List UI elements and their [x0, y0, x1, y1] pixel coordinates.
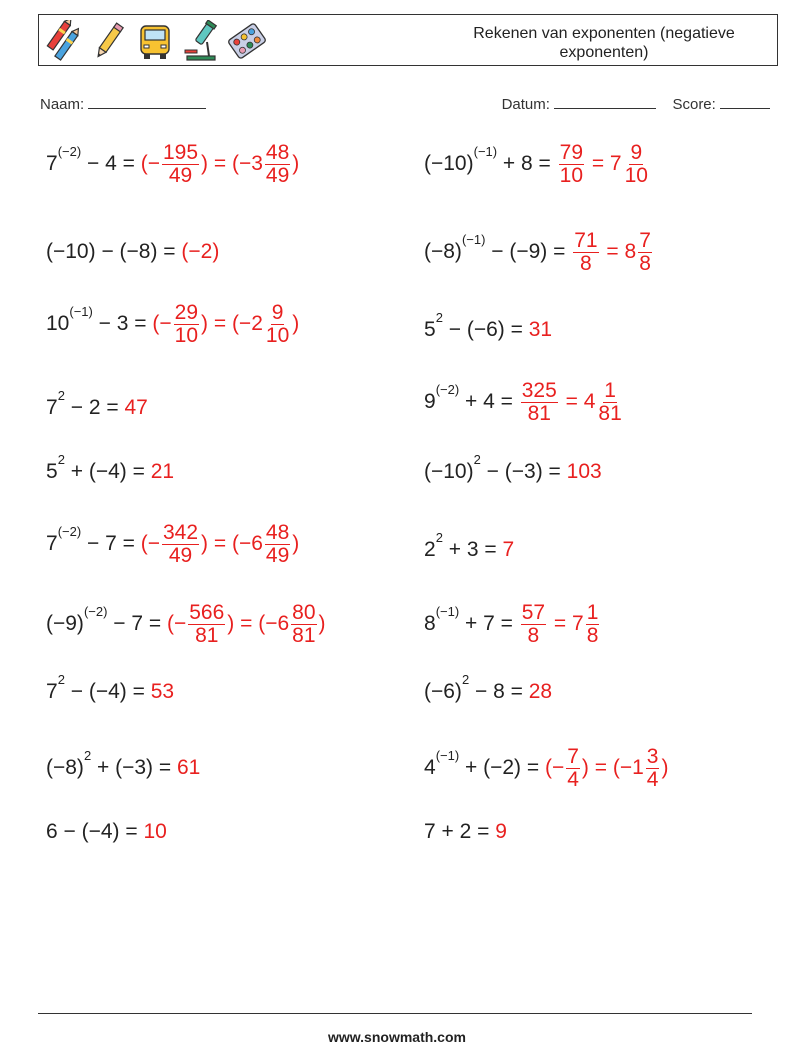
score-label: Score: — [672, 96, 716, 113]
answer — [181, 240, 219, 264]
fraction — [162, 522, 199, 567]
fraction-denominator: 8 — [580, 251, 592, 275]
answer-close: ) — [661, 756, 669, 779]
footer-divider — [38, 1013, 752, 1014]
expression-base: 5 — [46, 460, 58, 483]
answer-mid: ) = (−1 — [581, 756, 644, 779]
expression-base: (−10) — [424, 460, 474, 483]
pencil-icon — [89, 20, 129, 62]
answer — [519, 380, 625, 425]
fraction-numerator: 57 — [521, 600, 546, 624]
expression-rest: + (−3) = — [91, 756, 177, 779]
answer — [567, 460, 602, 484]
expression-text: 7 + 2 = — [424, 820, 496, 843]
answer — [557, 142, 651, 187]
expression-exponent: 2 — [473, 452, 481, 467]
answer-close: ) — [292, 532, 300, 555]
problem-item — [424, 520, 514, 580]
problem-item — [46, 662, 174, 722]
answer-value: 53 — [150, 680, 175, 703]
expression-exponent: 2 — [461, 672, 470, 687]
answer-close: ) — [318, 612, 326, 635]
problem-expression — [424, 232, 572, 264]
fraction — [265, 302, 290, 347]
answer-mid: = 7 — [586, 152, 622, 175]
expression-base: 5 — [424, 318, 436, 341]
fraction — [162, 142, 199, 187]
expression-exponent: 2 — [435, 310, 443, 325]
expression-base: 7 — [46, 152, 58, 175]
problem-expression — [424, 530, 503, 562]
crayons-icon — [43, 20, 83, 62]
problem-item — [424, 372, 625, 432]
fraction-denominator: 81 — [292, 623, 316, 647]
fraction-denominator: 49 — [265, 163, 290, 187]
expression-base: 7 — [46, 680, 58, 703]
fraction-denominator: 81 — [195, 623, 219, 647]
fraction-numerator: 195 — [162, 140, 199, 164]
fraction-denominator: 10 — [174, 323, 199, 347]
problem-item — [46, 222, 219, 282]
expression-exponent: (−1) — [435, 604, 460, 619]
expression-rest: − 7 = — [107, 612, 167, 635]
fraction — [624, 142, 649, 187]
expression-base: (−8) — [424, 240, 462, 263]
fraction-numerator: 3 — [646, 744, 659, 768]
fraction — [174, 302, 199, 347]
fraction-numerator: 1 — [604, 378, 616, 402]
expression-base: 8 — [424, 612, 436, 635]
answer-value: 61 — [176, 756, 201, 779]
answer — [141, 142, 300, 187]
expression-base: 7 — [46, 396, 58, 419]
problem-item — [46, 802, 167, 862]
answer-mid: = 8 — [600, 240, 637, 263]
fraction — [559, 142, 584, 187]
fraction-denominator: 49 — [168, 543, 193, 567]
problem-expression — [46, 524, 141, 556]
expression-rest: − (−6) = — [442, 318, 529, 341]
fraction — [597, 380, 622, 425]
problem-item — [424, 738, 668, 798]
expression-exponent: (−2) — [57, 144, 82, 159]
fraction — [188, 602, 225, 647]
fraction — [566, 746, 580, 791]
problem-item — [46, 514, 299, 574]
problem-item — [424, 802, 507, 862]
problem-item — [424, 134, 651, 194]
date-label: Datum: — [501, 96, 550, 113]
answer-mid: ) = (−6 — [201, 532, 263, 555]
fraction-denominator: 10 — [624, 163, 648, 187]
answer-value: 28 — [528, 680, 553, 703]
expression-exponent: (−2) — [83, 604, 108, 619]
answer-value: 103 — [566, 460, 602, 483]
expression-base: 9 — [424, 390, 436, 413]
answer-close: ) — [292, 152, 300, 175]
school-bus-icon — [135, 20, 175, 62]
problem-expression — [424, 672, 529, 704]
problem-expression — [46, 144, 141, 176]
fraction-denominator: 49 — [168, 163, 193, 187]
fraction-denominator: 4 — [646, 767, 659, 791]
fraction-numerator: 7 — [639, 228, 651, 252]
fraction-denominator: 8 — [639, 251, 651, 275]
answer — [141, 522, 300, 567]
expression-text: 6 − (−4) = — [46, 820, 144, 843]
expression-rest: + 3 = — [442, 538, 503, 561]
paint-palette-icon — [227, 20, 267, 62]
answer — [124, 396, 147, 420]
problem-expression — [424, 382, 519, 414]
problem-expression — [424, 144, 557, 176]
answer-value: 9 — [495, 820, 507, 843]
problem-item — [424, 662, 552, 722]
problem-item — [424, 222, 654, 282]
fraction-numerator: 566 — [189, 600, 225, 624]
problem-item — [46, 594, 326, 654]
fraction-denominator: 49 — [265, 543, 290, 567]
fraction-numerator: 7 — [567, 744, 579, 768]
problem-expression — [46, 604, 167, 636]
fraction — [265, 142, 290, 187]
date-score-fields — [502, 94, 770, 113]
problem-expression — [424, 310, 529, 342]
name-label: Naam: — [40, 96, 85, 113]
expression-base: (−6) — [424, 680, 462, 703]
fraction-denominator: 8 — [527, 623, 540, 647]
fraction — [646, 746, 660, 791]
date-blank[interactable] — [554, 94, 656, 109]
expression-base: 10 — [46, 312, 70, 335]
expression-exponent: 2 — [57, 672, 65, 687]
problem-item — [46, 738, 200, 798]
problem-expression — [46, 388, 125, 420]
fraction — [586, 602, 600, 647]
problem-item — [46, 378, 148, 438]
expression-rest: + (−2) = — [459, 756, 545, 779]
expression-base: 7 — [46, 532, 58, 555]
expression-rest: + 4 = — [459, 390, 519, 413]
expression-rest: + (−4) = — [64, 460, 151, 483]
problem-expression — [46, 452, 151, 484]
expression-rest: + 8 = — [497, 152, 557, 175]
expression-base: (−8) — [46, 756, 84, 779]
answer — [495, 820, 507, 844]
expression-text: (−10) − (−8) = — [46, 240, 182, 263]
fraction-numerator: 325 — [521, 378, 557, 402]
worksheet-header — [38, 14, 778, 66]
problem-expression — [46, 748, 177, 780]
answer-open: (− — [166, 612, 187, 635]
answer-mid: ) = (−6 — [227, 612, 290, 635]
answer-value: 10 — [143, 820, 167, 843]
fraction-denominator: 8 — [586, 623, 599, 647]
name-blank[interactable] — [88, 94, 206, 109]
expression-rest: − 3 = — [92, 312, 153, 335]
fraction-denominator: 81 — [527, 401, 551, 425]
name-field — [40, 94, 206, 113]
fraction-numerator: 9 — [630, 140, 643, 164]
problem-expression — [424, 604, 519, 636]
problem-item — [424, 594, 601, 654]
expression-exponent: (−1) — [473, 144, 498, 159]
expression-base: (−9) — [46, 612, 84, 635]
answer — [529, 680, 552, 704]
expression-rest: − (−4) = — [64, 680, 151, 703]
fraction — [265, 522, 290, 567]
expression-rest: − 4 = — [81, 152, 141, 175]
problem-item — [46, 134, 299, 194]
problem-expression — [46, 820, 143, 844]
problem-expression — [46, 672, 151, 704]
fraction-denominator: 10 — [559, 163, 583, 187]
expression-base: 2 — [424, 538, 436, 561]
fraction-numerator: 71 — [574, 228, 598, 252]
fraction-denominator: 81 — [598, 401, 622, 425]
fraction-numerator: 48 — [265, 520, 290, 544]
answer-mid: ) = (−2 — [201, 312, 263, 335]
fraction-numerator: 342 — [162, 520, 199, 544]
answer-mid: ) = (−3 — [201, 152, 263, 175]
problem-expression — [46, 240, 181, 264]
problem-expression — [46, 304, 153, 336]
expression-rest: − 7 = — [81, 532, 141, 555]
problem-item — [424, 300, 552, 360]
answer-value: 21 — [150, 460, 175, 483]
problem-expression — [424, 452, 567, 484]
expression-rest: − (−9) = — [485, 240, 572, 263]
expression-rest: − (−3) = — [480, 460, 567, 483]
problem-item — [424, 442, 602, 502]
answer — [502, 538, 514, 562]
fraction-numerator: 79 — [559, 140, 583, 164]
answer-mid: = 4 — [559, 390, 596, 413]
worksheet-title: Rekenen van exponenten (negatieve exponenten) — [473, 25, 735, 61]
answer-close: ) — [292, 312, 300, 335]
answer — [571, 230, 654, 275]
answer-value: (−2) — [181, 240, 220, 263]
expression-rest: − 2 = — [64, 396, 125, 419]
expression-exponent: 2 — [57, 388, 65, 403]
answer — [545, 746, 669, 791]
problem-item — [46, 294, 299, 354]
expression-exponent: (−2) — [57, 524, 82, 539]
answer-open: (− — [544, 756, 565, 779]
expression-base: 4 — [424, 756, 436, 779]
answer-open: (− — [140, 532, 160, 555]
expression-base: (−10) — [424, 152, 474, 175]
fraction-numerator: 48 — [265, 140, 290, 164]
answer-open: (− — [140, 152, 160, 175]
answer-value: 31 — [528, 318, 553, 341]
problem-expression — [424, 820, 495, 844]
score-blank[interactable] — [720, 94, 770, 109]
expression-exponent: 2 — [435, 530, 443, 545]
answer — [143, 820, 166, 844]
expression-exponent: (−1) — [461, 232, 486, 247]
answer — [152, 302, 299, 347]
expression-exponent: 2 — [83, 748, 92, 763]
fraction — [573, 230, 598, 275]
fraction-numerator: 29 — [174, 300, 199, 324]
fraction-denominator: 4 — [567, 767, 579, 791]
microscope-icon — [181, 20, 221, 62]
fraction-numerator: 9 — [271, 300, 284, 324]
answer-open: (− — [152, 312, 172, 335]
answer — [529, 318, 552, 342]
fraction — [291, 602, 316, 647]
problem-expression — [424, 748, 545, 780]
fraction — [521, 380, 558, 425]
fraction — [638, 230, 652, 275]
fraction-numerator: 1 — [586, 600, 599, 624]
fraction — [521, 602, 546, 647]
expression-rest: − 8 = — [469, 680, 529, 703]
answer-mid: = 7 — [548, 612, 584, 635]
answer — [519, 602, 602, 647]
header-icons — [43, 18, 267, 64]
answer — [151, 460, 174, 484]
problem-item — [46, 442, 174, 502]
footer-url: www.snowmath.com — [328, 1029, 466, 1045]
expression-exponent: (−1) — [435, 748, 460, 763]
answer-value: 47 — [124, 396, 148, 419]
expression-exponent: (−2) — [435, 382, 460, 397]
answer — [167, 602, 326, 647]
answer — [177, 756, 200, 780]
answer — [151, 680, 174, 704]
expression-rest: + 7 = — [459, 612, 519, 635]
answer-value: 7 — [502, 538, 515, 561]
fraction-numerator: 80 — [292, 600, 316, 624]
expression-exponent: 2 — [57, 452, 65, 467]
expression-exponent: (−1) — [69, 304, 93, 319]
fraction-denominator: 10 — [265, 323, 290, 347]
